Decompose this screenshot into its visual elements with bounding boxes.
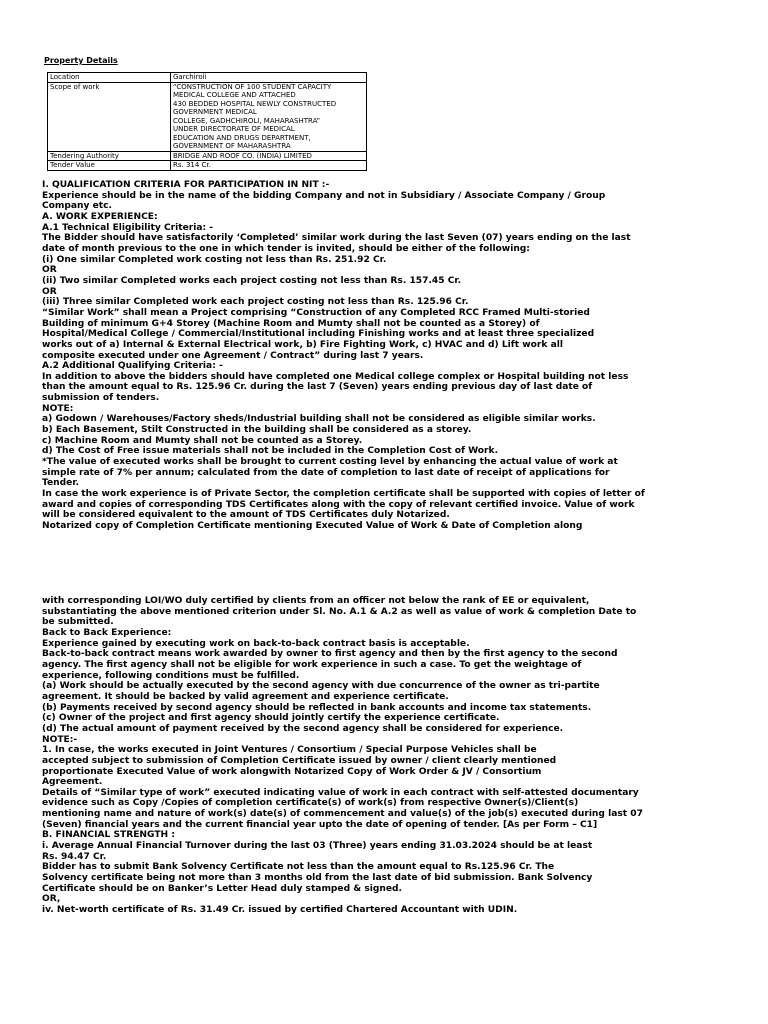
property-value-line: EDUCATION AND DRUGS DEPARTMENT, — [173, 133, 311, 142]
property-value — [171, 73, 367, 83]
text-line: A. WORK EXPERIENCE: — [42, 211, 158, 222]
text-line: Solvency certificate being not more than 3 months old from the last date of bid submission. Bank Solvency — [42, 873, 593, 884]
property-row — [48, 151, 367, 161]
text-line: Back-to-back contract means work awarded by owner to first agency and then by the first agency to the second — [42, 649, 618, 660]
property-label: Tendering Authority — [48, 151, 171, 161]
text-line: Hospital/Medical College / Commercial/Institutional including Finishing works and at least three specialized — [42, 329, 595, 340]
text-line: Experience gained by executing work on back-to-back contract basis is acceptable. — [42, 638, 470, 649]
property-value-line: 430 BEDDED HOSPITAL NEWLY CONSTRUCTED — [173, 99, 337, 108]
text-line: (i) One similar Completed work costing not less than Rs. 251.92 Cr. — [42, 254, 387, 265]
property-row — [48, 161, 367, 171]
property-row — [48, 82, 367, 151]
text-line: (Seven) financial years and the current financial year upto the date of opening of tender. [As per Form – C1] — [42, 819, 598, 830]
property-value — [171, 161, 367, 171]
text-line: (iii) Three similar Completed work each project costing not less than Rs. 125.96 Cr. — [42, 297, 469, 308]
text-line: (ii) Two similar Completed works each project costing not less than Rs. 157.45 Cr. — [42, 275, 462, 286]
text-line: *The value of executed works shall be brought to current costing level by enhancing the actual value of work at — [42, 457, 618, 468]
text-line: Notarized copy of Completion Certificate mentioning Executed Value of Work & Date of Completion along — [42, 521, 583, 531]
text-line: The Bidder should have satisfactorily ‘Completed’ similar work during the last Seven (07) years ending on the last — [42, 233, 631, 244]
text-line: with corresponding LOI/WO duly certified by clients from an officer not below the rank of EE or equivalent, — [42, 596, 590, 606]
property-value-line: Garchiroli — [173, 73, 207, 81]
property-value — [171, 82, 367, 151]
text-line: Back to Back Experience: — [42, 627, 172, 638]
text-line: B. FINANCIAL STRENGTH : — [42, 830, 175, 841]
text-line: 1. In case, the works executed in Joint Ventures / Consortium / Special Purpose Vehicles shall be — [42, 745, 537, 756]
property-label: Tender Value — [48, 161, 171, 171]
text-line: simple rate of 7% per annum; calculated from the date of completion to last date of receipt of applications for — [42, 467, 610, 478]
property-value-line: Rs. 314 Cr. — [173, 161, 211, 169]
text-line: c) Machine Room and Mumty shall not be counted as a Storey. — [42, 435, 363, 446]
property-value-line: GOVERNMENT OF MAHARASHTRA — [173, 142, 291, 150]
text-line: (d) The actual amount of payment received by the second agency shall be considered for experience. — [42, 723, 564, 734]
text-line: award and copies of corresponding TDS Certificates along with the copy of relevant certified invoice. Value of work — [42, 499, 635, 510]
text-line: A.2 Additional Qualifying Criteria: - — [42, 361, 223, 372]
text-line: Tender. — [42, 478, 79, 489]
text-line: experience, following conditions must be fulfilled. — [42, 670, 300, 681]
text-line: (a) Work should be actually executed by the second agency with due concurrence of the owner as tri-partite — [42, 681, 600, 692]
property-row — [48, 73, 367, 83]
property-label: Location — [48, 73, 171, 83]
text-line: evidence such as Copy /Copies of completion certificate(s) of work(s) from respective Owner(s)/Client(s) — [42, 798, 579, 809]
text-line: OR, — [42, 894, 61, 905]
text-line: b) Each Basement, Stilt Constructed in the building shall be considered as a storey. — [42, 425, 472, 436]
text-line: iv. Net-worth certificate of Rs. 31.49 Cr. issued by certified Chartered Accountant with UDIN. — [42, 905, 518, 916]
text-line: accepted subject to submission of Completion Certificate issued by owner / client clearly mentioned — [42, 755, 557, 766]
text-line: NOTE:- — [42, 734, 78, 745]
text-line: be submitted. — [42, 617, 114, 628]
text-line: Certificate should be on Banker’s Letter Head duly stamped & signed. — [42, 883, 403, 894]
text-line: In case the work experience is of Private Sector, the completion certificate shall be supported with copies of letter of — [42, 489, 645, 500]
text-line: substantiating the above mentioned criterion under Sl. No. A.1 & A.2 as well as value of work & completion Date to — [42, 606, 637, 617]
page-title: Property Details — [44, 56, 118, 65]
text-line: Experience should be in the name of the bidding Company and not in Subsidiary / Associate Company / Group — [42, 190, 606, 201]
text-line: d) The Cost of Free issue materials shall not be included in the Completion Cost of Work. — [42, 446, 499, 457]
text-line: “Similar Work” shall mean a Project comprising “Construction of any Completed RCC Framed Multi-storied — [42, 307, 590, 318]
property-value-line: MEDICAL COLLEGE AND ATTACHED — [173, 91, 296, 99]
text-line: Building of minimum G+4 Storey (Machine Room and Mumty shall not be counted as a Storey) of — [42, 318, 540, 329]
text-line: will be considered equivalent to the amount of TDS Certificates duly Notarized. — [42, 510, 450, 521]
text-line: Bidder has to submit Bank Solvency Certificate not less than the amount equal to Rs.125.96 Cr. The — [42, 862, 555, 873]
text-line: a) Godown / Warehouses/Factory sheds/Industrial building shall not be considered as eligible similar works. — [42, 414, 596, 425]
text-line: than the amount equal to Rs. 125.96 Cr. during the last 7 (Seven) years ending previous day of last date of — [42, 382, 593, 393]
text-line: Company etc. — [42, 201, 112, 212]
text-line: OR — [42, 265, 57, 276]
text-line: agreement. It should be backed by valid agreement and experience certificate. — [42, 691, 449, 702]
text-line: OR — [42, 286, 57, 297]
text-line: proportionate Executed Value of work alongwith Notarized Copy of Work Order & JV / Consortium — [42, 766, 542, 777]
text-line: A.1 Technical Eligibility Criteria: - — [42, 222, 214, 233]
text-line: I. QUALIFICATION CRITERIA FOR PARTICIPATION IN NIT :- — [42, 180, 330, 190]
text-line: Rs. 94.47 Cr. — [42, 851, 107, 862]
property-value-line: UNDER DIRECTORATE OF MEDICAL — [173, 125, 295, 133]
text-line: (c) Owner of the project and first agency should jointly certify the experience certificate. — [42, 713, 500, 724]
text-line: submission of tenders. — [42, 393, 160, 404]
property-details-table — [47, 72, 367, 171]
text-line: (b) Payments received by second agency should be reflected in bank accounts and income tax statements. — [42, 702, 592, 713]
text-line: NOTE: — [42, 403, 74, 414]
property-value-line: COLLEGE, GADHCHIROLI, MAHARASHTRA” — [173, 116, 321, 125]
text-line: date of month previous to the one in which tender is invited, should be either of the following: — [42, 243, 530, 254]
text-line: Details of “Similar type of work” executed indicating value of work in each contract with self-attested documentary — [42, 787, 639, 798]
text-line: i. Average Annual Financial Turnover during the last 03 (Three) years ending 31.03.2024 should be at least — [42, 841, 593, 852]
text-line: works out of a) Internal & External Electrical work, b) Fire Fighting Work, c) HVAC and d) Lift work all — [42, 339, 563, 350]
property-value-line: “CONSTRUCTION OF 100 STUDENT CAPACITY — [173, 82, 332, 91]
property-value-line: BRIDGE AND ROOF CO. (INDIA) LIMITED — [173, 151, 312, 160]
qualification-criteria-text — [42, 180, 644, 532]
continued-criteria-text — [42, 596, 644, 916]
property-label: Scope of work — [48, 82, 171, 151]
property-value — [171, 151, 367, 161]
property-value-line: GOVERNMENT MEDICAL — [173, 108, 257, 116]
text-line: Agreement. — [42, 777, 103, 788]
text-line: agency. The first agency shall not be eligible for work experience in such a case. To get the weightage of — [42, 659, 582, 670]
text-line: composite executed under one Agreement / Contract” during last 7 years. — [42, 350, 424, 361]
text-line: In addition to above the bidders should have completed one Medical college complex or Hospital building not less — [42, 371, 629, 382]
text-line: mentioning name and nature of work(s) date(s) of commencement and value(s) of the job(s) executed during last 07 — [42, 809, 643, 820]
